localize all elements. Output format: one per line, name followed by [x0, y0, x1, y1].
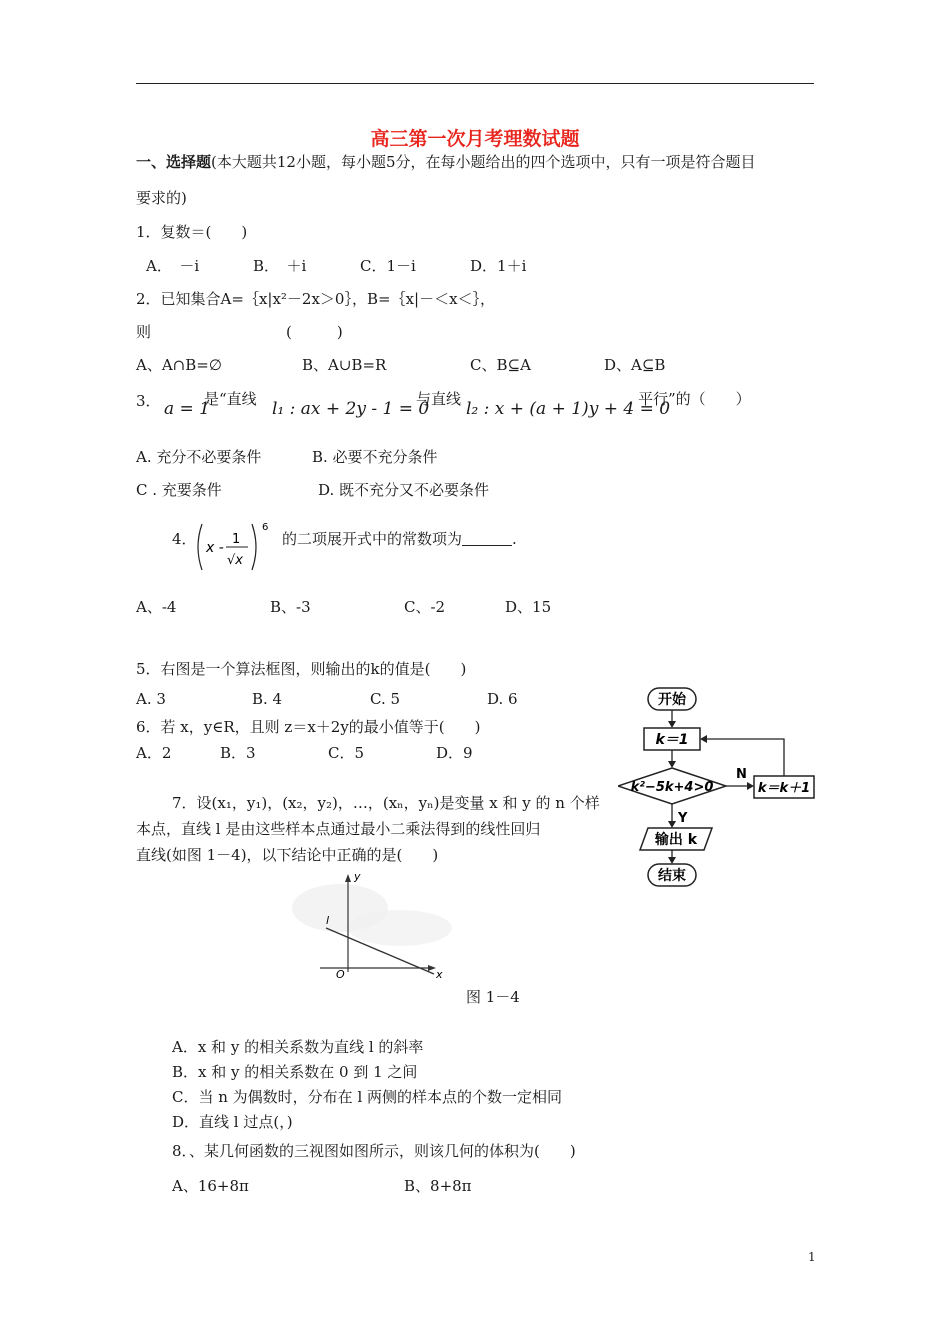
q7-option-a: A．x 和 y 的相关系数为直线 l 的斜率 [172, 1038, 424, 1056]
flow-decision-text: k²−5k+4>0 [630, 780, 714, 795]
question-5: 5．右图是一个算法框图，则输出的k的值是( ) [136, 660, 467, 678]
q7-option-b: B．x 和 y 的相关系数在 0 到 1 之间 [172, 1063, 418, 1081]
q2-option-a: A、A∩B=∅ [136, 356, 222, 374]
section-title: 一、选择题 [136, 153, 212, 171]
q5-option-a: A. 3 [136, 690, 166, 708]
q1-option-c: C．1－i [360, 257, 416, 275]
flow-output-text: 输出 k [654, 832, 698, 848]
q3-option-c: C . 充要条件 [136, 481, 222, 499]
q2-option-b: B、A∪B=R [302, 356, 387, 374]
exam-title: 高三第一次月考理数试题 [370, 128, 580, 150]
fig-label-y: y [354, 870, 361, 883]
q3-option-a: A. 充分不必要条件 [136, 448, 262, 466]
q6-option-c: C．5 [328, 744, 365, 762]
flow-update-text: k＝k＋1 [757, 781, 811, 796]
q4-expr-numerator: 1 [232, 532, 241, 547]
regression-figure [280, 868, 460, 980]
watermark-blot [348, 910, 452, 946]
q3-line-1: l₁ : ax + 2y - 1 = 0 [272, 399, 430, 419]
question-2: 2．已知集合A=｛x|x²－2x＞0｝，B=｛x|－＜x＜｝， [136, 290, 496, 308]
question-8: 8．、某几何函数的三视图如图所示，则该几何的体积为( ) [172, 1142, 576, 1160]
flow-yes-label: Y [678, 811, 688, 826]
question-2-cont: 则 ( ) [136, 323, 343, 341]
fig-label-o: O [336, 968, 345, 980]
question-7-line-3: 直线(如图 1－4)，以下结论中正确的是( ) [136, 846, 439, 864]
q4-expr-power: 6 [262, 522, 269, 533]
q4-expr-x: x - [206, 540, 224, 556]
q4-stem-end: . [512, 530, 517, 548]
q8-option-a: A、16+8π [172, 1177, 249, 1195]
page-number: 1 [808, 1250, 816, 1264]
q3-line-2: l₂ : x + (a + 1)y + 4 = 0 [466, 399, 671, 419]
q1-option-b: B． ＋i [253, 257, 307, 275]
algorithm-flowchart [618, 682, 818, 892]
q3-option-b: B. 必要不充分条件 [312, 448, 438, 466]
q4-option-b: B、-3 [270, 598, 311, 616]
fig-label-l: l [326, 914, 330, 927]
fig-label-x: x [436, 968, 443, 980]
q6-option-b: B．3 [220, 744, 256, 762]
question-4-number: 4． [172, 530, 197, 548]
header-rule [136, 83, 814, 84]
q7-option-d: D．直线 l 过点(，) [172, 1113, 293, 1131]
q6-option-d: D．9 [436, 744, 473, 762]
flow-end-text: 结束 [658, 868, 686, 884]
q4-answer-blank [462, 531, 512, 546]
q6-option-a: A．2 [136, 744, 172, 762]
q5-option-d: D. 6 [487, 690, 518, 708]
section-description-cont: 要求的) [136, 189, 187, 207]
figure-caption: 图 1－4 [466, 988, 520, 1006]
question-3-number: 3． [136, 392, 161, 410]
q4-option-d: D、15 [505, 598, 552, 616]
question-7-line-1: 7．设(x₁，y₁)，(x₂，y₂)，…，(xₙ，yₙ)是变量 x 和 y 的 n 个样 [172, 794, 600, 812]
section-description: (本大题共12小题，每小题5分，在每小题给出的四个选项中，只有一项是符合题目 [211, 153, 756, 171]
q3-condition: a = 1 [164, 399, 211, 419]
q1-option-a: A． －i [146, 257, 200, 275]
q2-option-c: C、B⊆A [470, 356, 531, 374]
q5-option-b: B. 4 [252, 690, 283, 708]
q3-text-1: 是“直线 [204, 390, 257, 408]
q2-option-d: D、A⊆B [604, 356, 666, 374]
question-6: 6．若 x，y∈R，且则 z＝x＋2y的最小值等于( ) [136, 718, 481, 736]
flow-start-text: 开始 [658, 692, 686, 708]
question-7-line-2: 本点，直线 l 是由这些样本点通过最小二乘法得到的线性回归 [136, 820, 541, 838]
question-1: 1．复数＝( ) [136, 223, 248, 241]
q4-option-a: A、-4 [136, 598, 177, 616]
section-heading [136, 153, 756, 171]
y-axis-arrow [345, 874, 351, 882]
flow-init-text: k＝1 [655, 732, 689, 748]
q4-stem-text: 的二项展开式中的常数项为 [282, 530, 463, 548]
q3-text-3: 平行”的（ ） [638, 390, 751, 408]
q1-option-d: D．1＋i [470, 257, 527, 275]
q5-option-c: C. 5 [370, 690, 401, 708]
q4-stem [282, 530, 517, 548]
q7-option-c: C．当 n 为偶数时，分布在 l 两侧的样本点的个数一定相同 [172, 1088, 563, 1106]
x-axis-arrow [428, 965, 436, 971]
q3-text-2: 与直线 [416, 390, 462, 408]
q4-expr-denominator: √x [227, 553, 243, 568]
q4-option-c: C、-2 [404, 598, 446, 616]
flow-no-label: N [736, 767, 747, 782]
q8-option-b: B、8+8π [404, 1177, 472, 1195]
q4-binomial-expression [192, 518, 272, 576]
q3-option-d: D. 既不充分又不必要条件 [318, 481, 490, 499]
